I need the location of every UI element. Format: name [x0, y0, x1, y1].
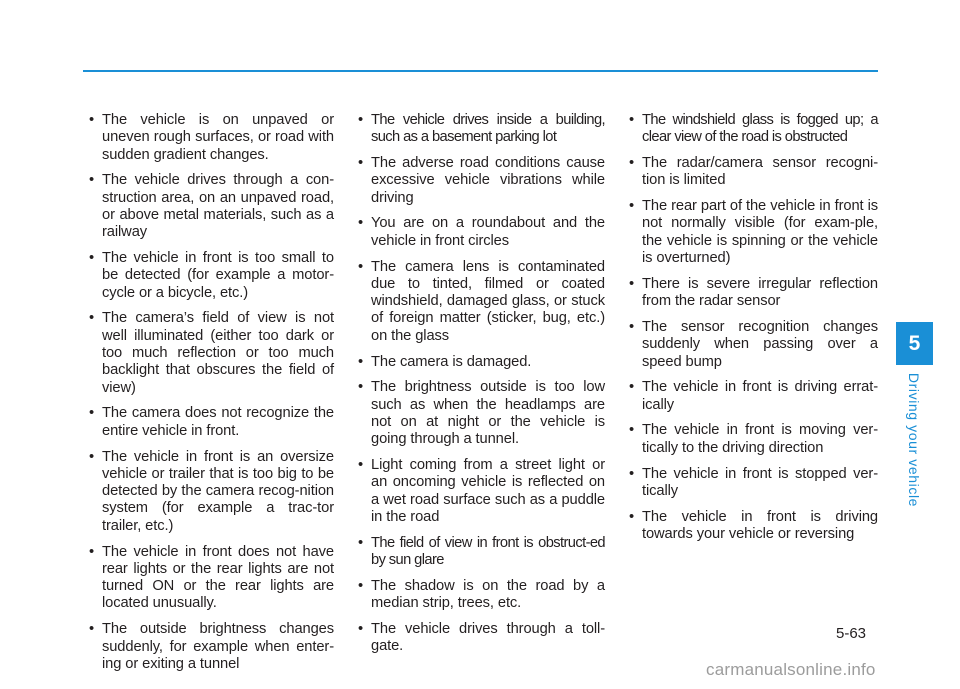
list-item: • The rear part of the vehicle in front is not normally visible (for exam-ple, the vehicle is spinning or the vehicle is overturned) — [626, 198, 878, 267]
column-3-list — [626, 112, 878, 552]
list-item: • The camera is damaged. — [355, 354, 605, 371]
list-item: • The vehicle drives through a toll-gate. — [355, 621, 605, 656]
chapter-tab: 5 — [896, 322, 933, 365]
list-item: • The radar/camera sensor recogni-tion is limited — [626, 155, 878, 190]
list-item: • The field of view in front is obstruct-ed by sun glare — [355, 535, 605, 570]
list-item: • The vehicle in front does not have rear lights or the rear lights are not turned ON or the rear lights are located unusually. — [86, 544, 334, 613]
watermark: carmanualsonline.info — [706, 660, 876, 679]
list-item: • The camera does not recognize the entire vehicle in front. — [86, 405, 334, 440]
section-title: Driving your vehicle — [906, 372, 922, 508]
list-item: • You are on a roundabout and the vehicle in front circles — [355, 215, 605, 250]
list-item: • The shadow is on the road by a median strip, trees, etc. — [355, 578, 605, 613]
list-item: • The outside brightness changes suddenly, for example when enter-ing or exiting a tunnel — [86, 621, 334, 673]
list-item: • The vehicle in front is moving ver-tically to the driving direction — [626, 422, 878, 457]
list-item: • The adverse road conditions cause excessive vehicle vibrations while driving — [355, 155, 605, 207]
list-item: • The vehicle is on unpaved or uneven rough surfaces, or road with sudden gradient changes. — [86, 112, 334, 164]
list-item: • The vehicle in front is stopped ver-tically — [626, 466, 878, 501]
list-item: • The windshield glass is fogged up; a clear view of the road is obstructed — [626, 112, 878, 147]
list-item: • Light coming from a street light or an oncoming vehicle is reflected on a wet road surface such as a puddle in the road — [355, 457, 605, 526]
list-item: • The brightness outside is too low such as when the headlamps are not on at night or the vehicle is going through a tunnel. — [355, 379, 605, 448]
list-item: • There is severe irregular reflection from the radar sensor — [626, 276, 878, 311]
list-item: • The camera lens is contaminated due to tinted, filmed or coated windshield, damaged glass, or stuck of foreign matter (sticker, bug, etc.) on the glass — [355, 259, 605, 345]
list-item: • The sensor recognition changes suddenly when passing over a speed bump — [626, 319, 878, 371]
list-item: • The vehicle in front is driving errat-ically — [626, 379, 878, 414]
list-item: • The vehicle in front is too small to be detected (for example a motor-cycle or a bicycle, etc.) — [86, 250, 334, 302]
list-item: • The vehicle drives through a con-struction area, on an unpaved road, or above metal materials, such as a railway — [86, 172, 334, 241]
column-1-list — [86, 112, 334, 682]
page-number: 5-63 — [836, 625, 867, 642]
list-item: • The vehicle drives inside a building, such as a basement parking lot — [355, 112, 605, 147]
list-item: • The camera’s field of view is not well illuminated (either too dark or too much reflection or too much backlight that obscures the field of view) — [86, 310, 334, 396]
header-rule — [83, 70, 878, 72]
column-2-list — [355, 112, 605, 664]
list-item: • The vehicle in front is driving towards your vehicle or reversing — [626, 509, 878, 544]
list-item: • The vehicle in front is an oversize vehicle or trailer that is too big to be detected by the camera recog-nition system (for example a trac-tor trailer, etc.) — [86, 449, 334, 535]
